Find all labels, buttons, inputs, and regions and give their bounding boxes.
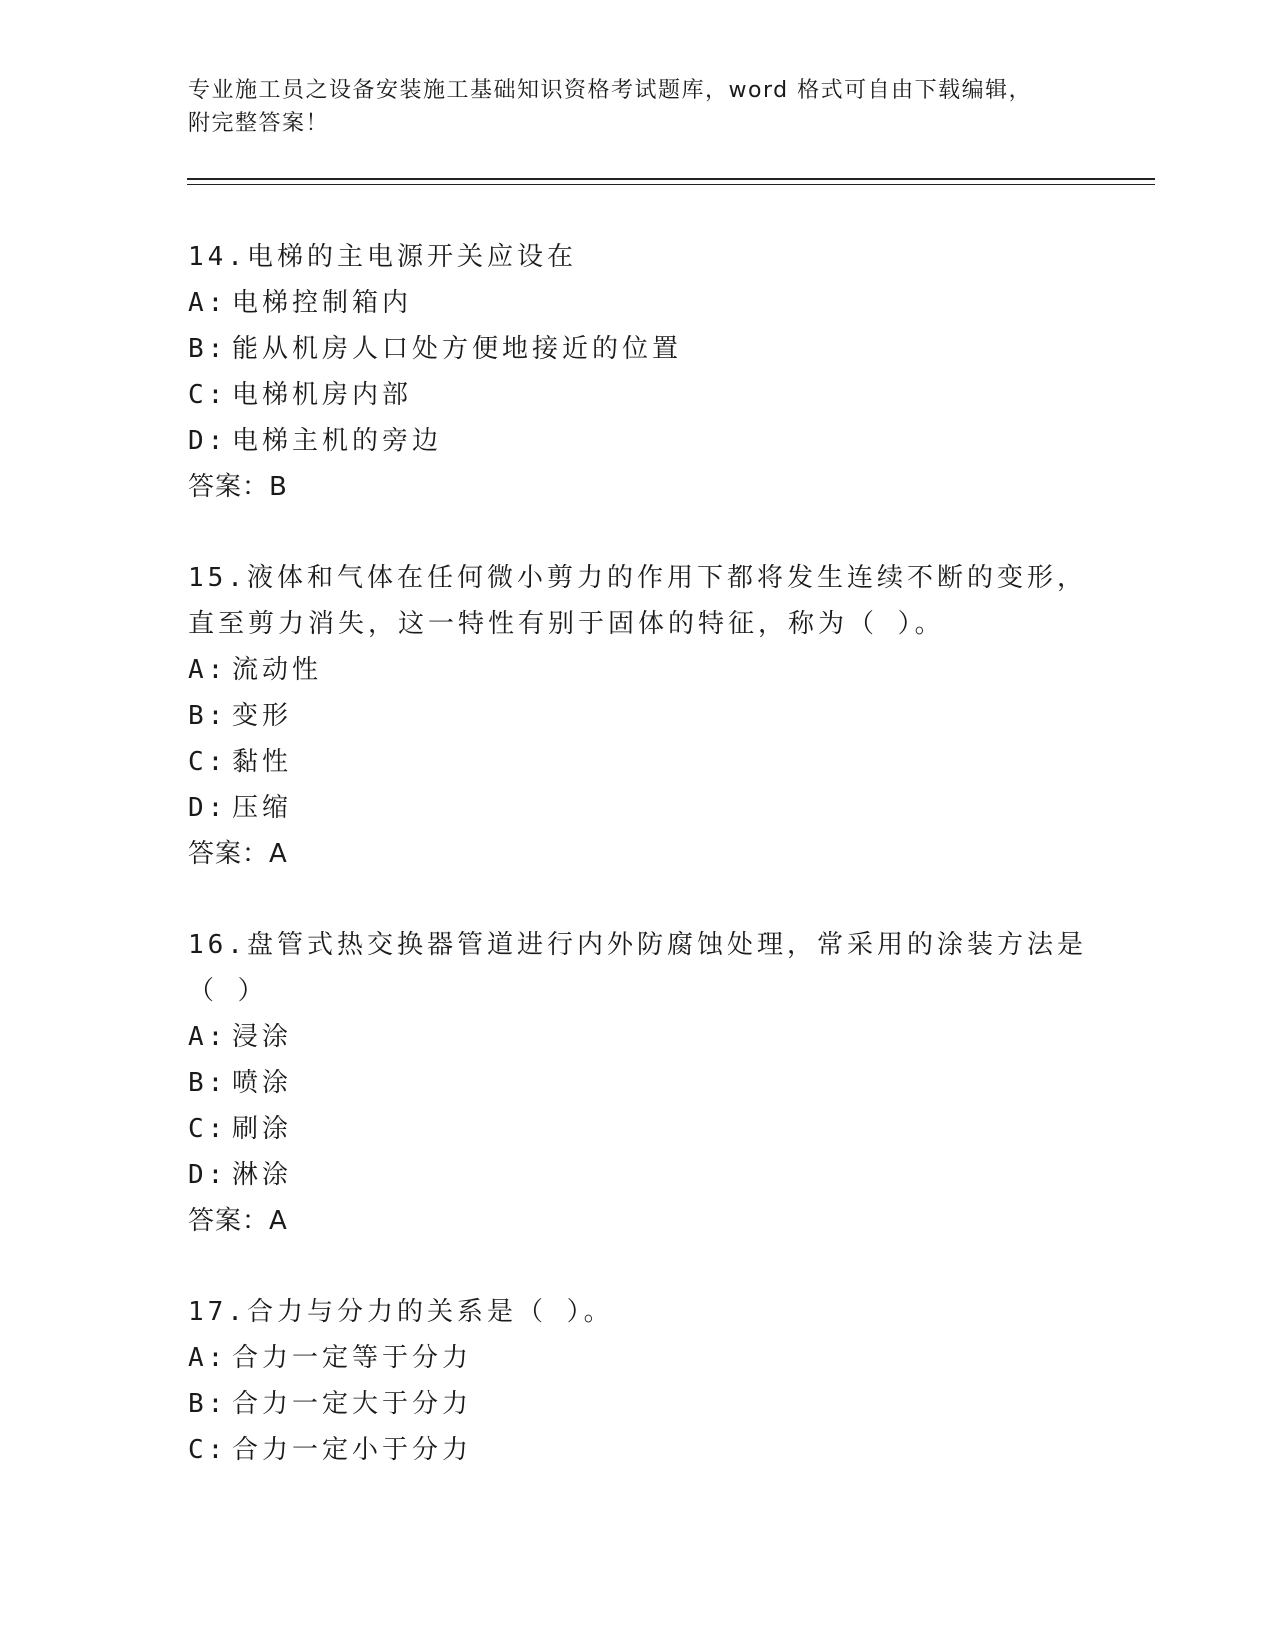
option-text: 流动性 [232, 655, 323, 685]
option-text: 合力一定小于分力 [232, 1435, 473, 1465]
question-text: 液体和气体在任何微小剪力的作用下都将发生连续不断的变形，直至剪力消失，这一特性有别于固体的特征，称为（ ）。 [188, 563, 1087, 639]
question-number: 17. [188, 1297, 247, 1327]
option-c [188, 1427, 1088, 1473]
option-letter: A: [188, 1022, 228, 1052]
option-text: 能从机房人口处方便地接近的位置 [232, 334, 683, 364]
header-line-1: 专业施工员之设备安装施工基础知识资格考试题库，word 格式可自由下载编辑， [188, 78, 1033, 103]
option-text: 电梯主机的旁边 [232, 426, 443, 456]
option-c [188, 739, 1088, 785]
option-text: 淋涂 [232, 1160, 293, 1190]
option-b [188, 693, 1088, 739]
question-number: 15. [188, 563, 247, 593]
question-stem [188, 555, 1088, 647]
option-b [188, 1381, 1088, 1427]
question-stem [188, 922, 1088, 1014]
question-text: 电梯的主电源开关应设在 [246, 242, 577, 272]
question-14 [188, 234, 1088, 510]
header-divider-thick [187, 178, 1155, 180]
question-17 [188, 1289, 1088, 1473]
option-letter: B: [188, 701, 228, 731]
option-letter: C: [188, 747, 228, 777]
question-text: 合力与分力的关系是（ ）。 [246, 1297, 614, 1327]
question-16 [188, 922, 1088, 1244]
question-stem [188, 234, 1088, 280]
question-15 [188, 555, 1088, 877]
option-a [188, 1014, 1088, 1060]
option-letter: A: [188, 1343, 228, 1373]
option-d [188, 1152, 1088, 1198]
option-letter: B: [188, 334, 228, 364]
option-text: 电梯机房内部 [232, 380, 413, 410]
option-letter: A: [188, 655, 228, 685]
question-list [188, 234, 1088, 1518]
option-text: 刷涂 [232, 1114, 293, 1144]
answer: 答案：A [188, 1206, 288, 1236]
option-text: 压缩 [232, 793, 293, 823]
option-b [188, 1060, 1088, 1106]
option-d [188, 418, 1088, 464]
option-letter: B: [188, 1068, 228, 1098]
option-letter: C: [188, 1435, 228, 1465]
option-letter: D: [188, 1160, 228, 1190]
option-c [188, 372, 1088, 418]
option-letter: C: [188, 1114, 228, 1144]
option-text: 黏性 [232, 747, 293, 777]
option-c [188, 1106, 1088, 1152]
option-text: 变形 [232, 701, 293, 731]
option-b [188, 326, 1088, 372]
answer: 答案：B [188, 472, 288, 502]
header-divider-thin [187, 184, 1155, 185]
option-text: 喷涂 [232, 1068, 293, 1098]
option-text: 电梯控制箱内 [232, 288, 413, 318]
option-a [188, 647, 1088, 693]
option-letter: D: [188, 426, 228, 456]
option-letter: A: [188, 288, 228, 318]
option-a [188, 280, 1088, 326]
document-header [188, 74, 1088, 140]
question-text: 盘管式热交换器管道进行内外防腐蚀处理，常采用的涂装方法是（ ） [188, 930, 1087, 1006]
question-number: 16. [188, 930, 247, 960]
header-line-2: 附完整答案！ [188, 111, 330, 136]
option-text: 合力一定大于分力 [232, 1389, 473, 1419]
option-letter: D: [188, 793, 228, 823]
option-text: 合力一定等于分力 [232, 1343, 473, 1373]
option-text: 浸涂 [232, 1022, 293, 1052]
option-a [188, 1335, 1088, 1381]
question-stem [188, 1289, 1088, 1335]
option-letter: B: [188, 1389, 228, 1419]
option-letter: C: [188, 380, 228, 410]
question-number: 14. [188, 242, 247, 272]
answer: 答案：A [188, 839, 288, 869]
option-d [188, 785, 1088, 831]
